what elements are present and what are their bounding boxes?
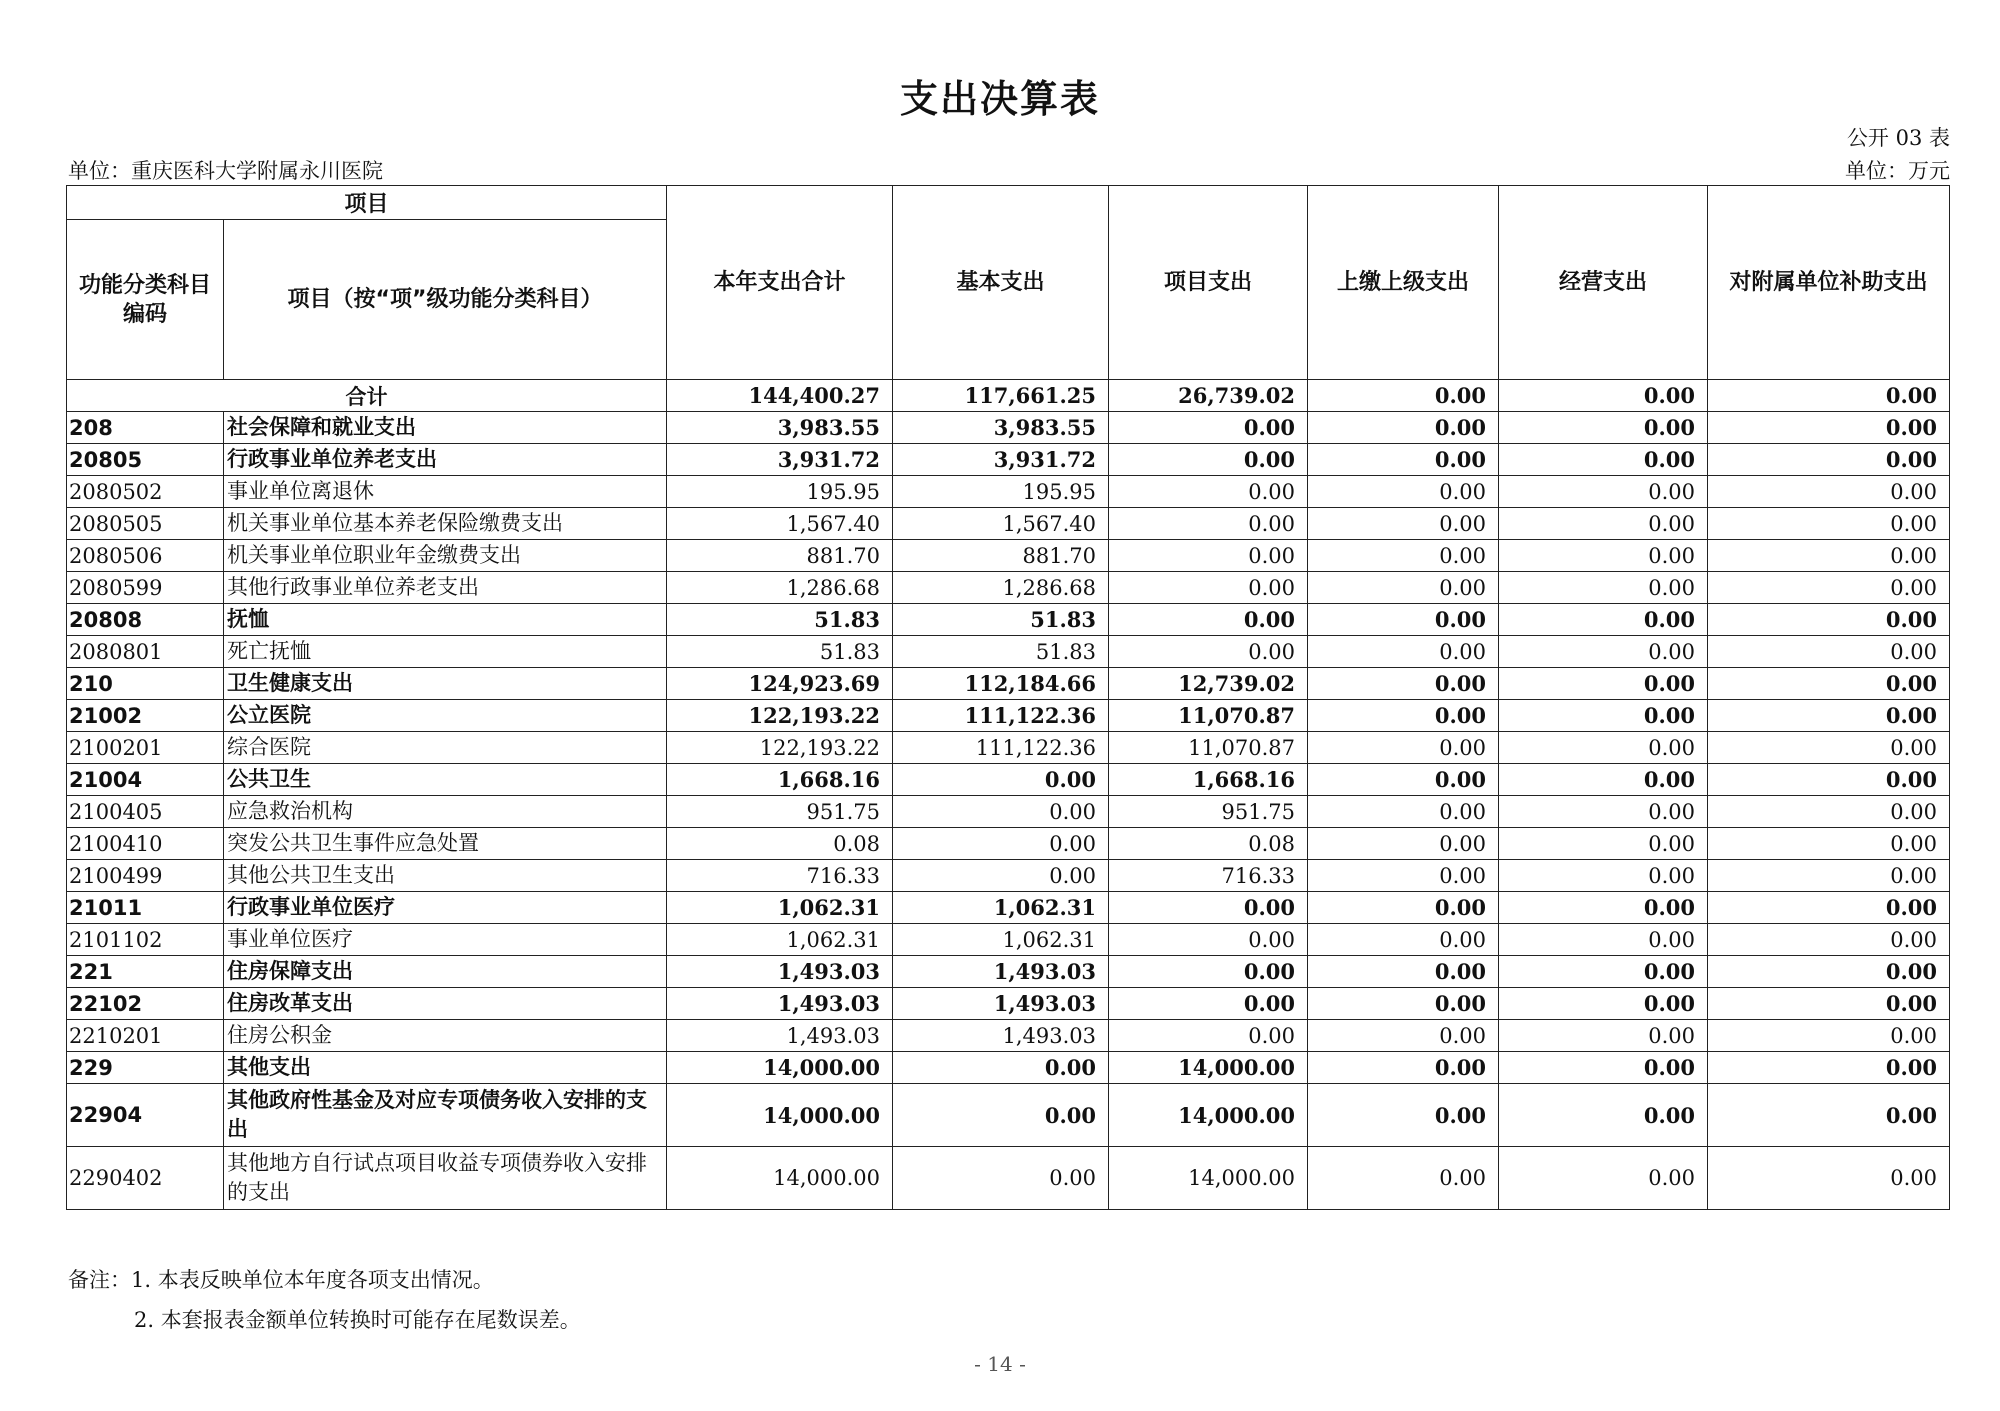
row-code: 208: [67, 412, 224, 444]
row-code: 2100499: [67, 860, 224, 892]
row-project: 11,070.87: [1109, 732, 1308, 764]
row-business: 0.00: [1499, 828, 1708, 860]
row-subsidy: 0.00: [1708, 860, 1950, 892]
row-project: 951.75: [1109, 796, 1308, 828]
row-business: 0.00: [1499, 860, 1708, 892]
table-row: [67, 572, 1950, 604]
row-subsidy: 0.00: [1708, 508, 1950, 540]
row-total: 881.70: [667, 540, 893, 572]
row-basic: 0.00: [893, 1084, 1109, 1147]
row-code: 2101102: [67, 924, 224, 956]
row-code: 2080502: [67, 476, 224, 508]
row-project: 0.00: [1109, 540, 1308, 572]
expenditure-table: [66, 185, 1950, 1210]
row-upper: 0.00: [1308, 988, 1499, 1020]
row-code: 20805: [67, 444, 224, 476]
row-business: 0.00: [1499, 892, 1708, 924]
row-project: 0.00: [1109, 572, 1308, 604]
row-subsidy: 0.00: [1708, 700, 1950, 732]
table-row: [67, 860, 1950, 892]
row-upper: 0.00: [1308, 412, 1499, 444]
row-name: 综合医院: [224, 732, 667, 764]
row-project: 14,000.00: [1109, 1052, 1308, 1084]
row-basic: 0.00: [893, 828, 1109, 860]
row-name: 事业单位医疗: [224, 924, 667, 956]
row-name: 其他支出: [224, 1052, 667, 1084]
header-upper: 上缴上级支出: [1308, 186, 1499, 380]
row-subsidy: 0.00: [1708, 924, 1950, 956]
row-name: 住房保障支出: [224, 956, 667, 988]
row-code: 2080801: [67, 636, 224, 668]
row-code: 221: [67, 956, 224, 988]
row-name: 其他公共卫生支出: [224, 860, 667, 892]
total-cell-total: 144,400.27: [667, 380, 893, 412]
table-row: [67, 604, 1950, 636]
table-row: [67, 732, 1950, 764]
table-row: [67, 1052, 1950, 1084]
row-code: 2100201: [67, 732, 224, 764]
table-row: [67, 444, 1950, 476]
row-name: 其他地方自行试点项目收益专项债券收入安排的支出: [224, 1147, 667, 1210]
row-code: 21011: [67, 892, 224, 924]
row-code: 22904: [67, 1084, 224, 1147]
row-project: 0.00: [1109, 444, 1308, 476]
row-total: 195.95: [667, 476, 893, 508]
total-label: 合计: [67, 380, 667, 412]
currency-unit: 单位：万元: [1845, 159, 1950, 183]
row-subsidy: 0.00: [1708, 956, 1950, 988]
row-total: 716.33: [667, 860, 893, 892]
row-name: 其他行政事业单位养老支出: [224, 572, 667, 604]
row-basic: 1,062.31: [893, 924, 1109, 956]
row-project: 11,070.87: [1109, 700, 1308, 732]
header-total: 本年支出合计: [667, 186, 893, 380]
row-upper: 0.00: [1308, 1020, 1499, 1052]
row-upper: 0.00: [1308, 540, 1499, 572]
row-name: 住房公积金: [224, 1020, 667, 1052]
table-row: [67, 764, 1950, 796]
row-business: 0.00: [1499, 572, 1708, 604]
table-row: [67, 988, 1950, 1020]
row-upper: 0.00: [1308, 604, 1499, 636]
row-upper: 0.00: [1308, 700, 1499, 732]
row-name: 行政事业单位养老支出: [224, 444, 667, 476]
row-project: 0.00: [1109, 412, 1308, 444]
row-subsidy: 0.00: [1708, 892, 1950, 924]
row-total: 951.75: [667, 796, 893, 828]
row-business: 0.00: [1499, 924, 1708, 956]
table-row: [67, 1020, 1950, 1052]
row-total: 14,000.00: [667, 1084, 893, 1147]
row-name: 应急救治机构: [224, 796, 667, 828]
row-code: 22102: [67, 988, 224, 1020]
total-cell-subsidy: 0.00: [1708, 380, 1950, 412]
row-total: 1,493.03: [667, 1020, 893, 1052]
row-business: 0.00: [1499, 732, 1708, 764]
row-basic: 1,493.03: [893, 1020, 1109, 1052]
row-upper: 0.00: [1308, 796, 1499, 828]
row-name: 机关事业单位职业年金缴费支出: [224, 540, 667, 572]
row-code: 2210201: [67, 1020, 224, 1052]
row-basic: 1,493.03: [893, 956, 1109, 988]
row-subsidy: 0.00: [1708, 540, 1950, 572]
row-total: 1,567.40: [667, 508, 893, 540]
row-code: 2100410: [67, 828, 224, 860]
row-basic: 1,062.31: [893, 892, 1109, 924]
row-business: 0.00: [1499, 1020, 1708, 1052]
row-business: 0.00: [1499, 604, 1708, 636]
row-subsidy: 0.00: [1708, 796, 1950, 828]
row-business: 0.00: [1499, 444, 1708, 476]
row-business: 0.00: [1499, 540, 1708, 572]
row-project: 0.00: [1109, 1020, 1308, 1052]
row-project: 12,739.02: [1109, 668, 1308, 700]
row-basic: 51.83: [893, 604, 1109, 636]
row-code: 2100405: [67, 796, 224, 828]
row-total: 122,193.22: [667, 732, 893, 764]
note-line-1: 备注：1. 本表反映单位本年度各项支出情况。: [68, 1268, 494, 1292]
row-name: 突发公共卫生事件应急处置: [224, 828, 667, 860]
row-subsidy: 0.00: [1708, 668, 1950, 700]
header-name: 项目（按“项”级功能分类科目）: [224, 220, 667, 380]
table-row: [67, 508, 1950, 540]
row-basic: 0.00: [893, 764, 1109, 796]
row-upper: 0.00: [1308, 444, 1499, 476]
row-subsidy: 0.00: [1708, 1147, 1950, 1210]
total-cell-upper: 0.00: [1308, 380, 1499, 412]
row-business: 0.00: [1499, 764, 1708, 796]
row-business: 0.00: [1499, 796, 1708, 828]
row-total: 51.83: [667, 636, 893, 668]
table-row: [67, 636, 1950, 668]
row-upper: 0.00: [1308, 956, 1499, 988]
table-row: [67, 924, 1950, 956]
row-basic: 3,931.72: [893, 444, 1109, 476]
reporting-unit: 单位：重庆医科大学附属永川医院: [68, 159, 383, 183]
row-upper: 0.00: [1308, 924, 1499, 956]
row-upper: 0.00: [1308, 636, 1499, 668]
table-row: [67, 828, 1950, 860]
row-business: 0.00: [1499, 1147, 1708, 1210]
page-title: 支出决算表: [899, 77, 1100, 121]
row-total: 3,983.55: [667, 412, 893, 444]
row-basic: 51.83: [893, 636, 1109, 668]
row-project: 0.00: [1109, 476, 1308, 508]
total-cell-business: 0.00: [1499, 380, 1708, 412]
row-code: 229: [67, 1052, 224, 1084]
row-project: 0.00: [1109, 636, 1308, 668]
row-subsidy: 0.00: [1708, 412, 1950, 444]
row-upper: 0.00: [1308, 828, 1499, 860]
row-upper: 0.00: [1308, 476, 1499, 508]
row-upper: 0.00: [1308, 892, 1499, 924]
row-upper: 0.00: [1308, 860, 1499, 892]
table-row: [67, 1147, 1950, 1210]
row-project: 0.00: [1109, 956, 1308, 988]
row-code: 2290402: [67, 1147, 224, 1210]
row-total: 1,286.68: [667, 572, 893, 604]
row-code: 21002: [67, 700, 224, 732]
notes: [68, 1260, 581, 1340]
header-business: 经营支出: [1499, 186, 1708, 380]
table-row: [67, 476, 1950, 508]
row-name: 卫生健康支出: [224, 668, 667, 700]
row-project: 14,000.00: [1109, 1147, 1308, 1210]
row-basic: 0.00: [893, 1147, 1109, 1210]
row-total: 0.08: [667, 828, 893, 860]
row-upper: 0.00: [1308, 732, 1499, 764]
row-name: 事业单位离退休: [224, 476, 667, 508]
row-code: 21004: [67, 764, 224, 796]
row-upper: 0.00: [1308, 668, 1499, 700]
row-business: 0.00: [1499, 668, 1708, 700]
row-upper: 0.00: [1308, 764, 1499, 796]
row-subsidy: 0.00: [1708, 828, 1950, 860]
row-total: 1,062.31: [667, 924, 893, 956]
row-basic: 0.00: [893, 860, 1109, 892]
row-subsidy: 0.00: [1708, 988, 1950, 1020]
table-row: [67, 668, 1950, 700]
row-total: 14,000.00: [667, 1052, 893, 1084]
row-upper: 0.00: [1308, 1084, 1499, 1147]
row-name: 其他政府性基金及对应专项债务收入安排的支出: [224, 1084, 667, 1147]
row-name: 机关事业单位基本养老保险缴费支出: [224, 508, 667, 540]
row-basic: 0.00: [893, 796, 1109, 828]
header-project: 项目支出: [1109, 186, 1308, 380]
row-basic: 195.95: [893, 476, 1109, 508]
row-project: 0.08: [1109, 828, 1308, 860]
row-upper: 0.00: [1308, 1052, 1499, 1084]
row-subsidy: 0.00: [1708, 764, 1950, 796]
row-total: 51.83: [667, 604, 893, 636]
row-basic: 1,493.03: [893, 988, 1109, 1020]
row-subsidy: 0.00: [1708, 636, 1950, 668]
row-subsidy: 0.00: [1708, 476, 1950, 508]
table-row: [67, 892, 1950, 924]
row-project: 0.00: [1109, 988, 1308, 1020]
form-number: 公开 03 表: [1846, 126, 1950, 150]
header-subsidy: 对附属单位补助支出: [1708, 186, 1950, 380]
row-name: 行政事业单位医疗: [224, 892, 667, 924]
row-name: 社会保障和就业支出: [224, 412, 667, 444]
row-business: 0.00: [1499, 412, 1708, 444]
row-basic: 111,122.36: [893, 732, 1109, 764]
row-total: 1,668.16: [667, 764, 893, 796]
row-subsidy: 0.00: [1708, 444, 1950, 476]
row-basic: 0.00: [893, 1052, 1109, 1084]
row-project: 14,000.00: [1109, 1084, 1308, 1147]
table-row: [67, 412, 1950, 444]
row-basic: 112,184.66: [893, 668, 1109, 700]
row-subsidy: 0.00: [1708, 1084, 1950, 1147]
row-project: 716.33: [1109, 860, 1308, 892]
header-item-group: 项目: [67, 186, 667, 220]
table-row: [67, 1084, 1950, 1147]
row-name: 死亡抚恤: [224, 636, 667, 668]
row-business: 0.00: [1499, 700, 1708, 732]
row-basic: 881.70: [893, 540, 1109, 572]
row-project: 0.00: [1109, 892, 1308, 924]
row-subsidy: 0.00: [1708, 1052, 1950, 1084]
header-basic: 基本支出: [893, 186, 1109, 380]
row-total: 124,923.69: [667, 668, 893, 700]
row-project: 0.00: [1109, 508, 1308, 540]
row-business: 0.00: [1499, 636, 1708, 668]
row-total: 14,000.00: [667, 1147, 893, 1210]
row-subsidy: 0.00: [1708, 1020, 1950, 1052]
row-name: 公共卫生: [224, 764, 667, 796]
row-total: 1,493.03: [667, 956, 893, 988]
row-basic: 1,286.68: [893, 572, 1109, 604]
row-code: 210: [67, 668, 224, 700]
row-total: 1,062.31: [667, 892, 893, 924]
row-business: 0.00: [1499, 1052, 1708, 1084]
row-project: 0.00: [1109, 604, 1308, 636]
row-basic: 111,122.36: [893, 700, 1109, 732]
row-project: 1,668.16: [1109, 764, 1308, 796]
table-row: [67, 700, 1950, 732]
row-subsidy: 0.00: [1708, 732, 1950, 764]
row-total: 3,931.72: [667, 444, 893, 476]
row-project: 0.00: [1109, 924, 1308, 956]
row-business: 0.00: [1499, 988, 1708, 1020]
row-business: 0.00: [1499, 1084, 1708, 1147]
header-code: 功能分类科目编码: [67, 220, 224, 380]
total-cell-basic: 117,661.25: [893, 380, 1109, 412]
row-subsidy: 0.00: [1708, 604, 1950, 636]
row-code: 2080599: [67, 572, 224, 604]
row-code: 2080506: [67, 540, 224, 572]
row-name: 公立医院: [224, 700, 667, 732]
row-subsidy: 0.00: [1708, 572, 1950, 604]
note-line-2: 2. 本套报表金额单位转换时可能存在尾数误差。: [134, 1308, 581, 1332]
row-basic: 3,983.55: [893, 412, 1109, 444]
row-upper: 0.00: [1308, 572, 1499, 604]
row-total: 122,193.22: [667, 700, 893, 732]
total-row: [67, 380, 1950, 412]
table-row: [67, 796, 1950, 828]
page-number: - 14 -: [974, 1352, 1026, 1376]
row-business: 0.00: [1499, 508, 1708, 540]
row-code: 20808: [67, 604, 224, 636]
row-name: 住房改革支出: [224, 988, 667, 1020]
table-row: [67, 956, 1950, 988]
row-upper: 0.00: [1308, 1147, 1499, 1210]
row-business: 0.00: [1499, 956, 1708, 988]
row-business: 0.00: [1499, 476, 1708, 508]
total-cell-project: 26,739.02: [1109, 380, 1308, 412]
row-upper: 0.00: [1308, 508, 1499, 540]
row-name: 抚恤: [224, 604, 667, 636]
row-code: 2080505: [67, 508, 224, 540]
table-row: [67, 540, 1950, 572]
row-total: 1,493.03: [667, 988, 893, 1020]
row-basic: 1,567.40: [893, 508, 1109, 540]
